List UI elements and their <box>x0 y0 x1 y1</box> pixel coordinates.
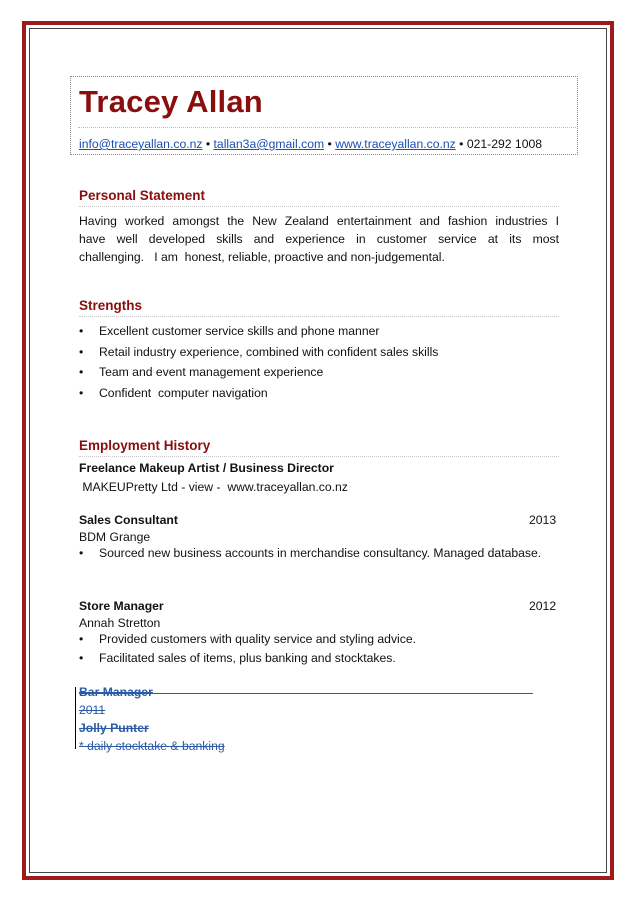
email-link-2[interactable]: tallan3a@gmail.com <box>213 137 325 151</box>
personal-statement-line-2: have well developed skills and experience in customer service at its most <box>79 232 559 246</box>
job-duty: • Provided customers with quality service and styling advice. <box>79 630 416 649</box>
employment-heading: Employment History <box>79 438 211 453</box>
email-link-1[interactable]: info@traceyallan.co.nz <box>79 137 203 151</box>
deleted-job-company: Jolly Punter <box>79 721 149 735</box>
section-divider <box>79 206 559 207</box>
job-company: Annah Stretton <box>79 616 161 630</box>
job-duty: • Facilitated sales of items, plus banking and stocktakes. <box>79 649 416 668</box>
job-year: 2013 <box>529 513 557 527</box>
job-year: 2012 <box>529 599 557 613</box>
personal-statement-line-1: Having worked amongst the New Zealand entertainment and fashion industries I <box>79 214 559 228</box>
job-company: MAKEUPretty Ltd - view - www.traceyallan.co.nz <box>79 480 348 494</box>
job-duty: • Sourced new business accounts in merchandise consultancy. Managed database. <box>79 543 541 564</box>
job-role: Store Manager <box>79 599 164 613</box>
strength-item: • Excellent customer service skills and phone manner <box>79 321 438 342</box>
strengths-heading: Strengths <box>79 298 143 313</box>
strength-item: • Retail industry experience, combined with confident sales skills <box>79 342 438 363</box>
strength-item: • Team and event management experience <box>79 362 438 383</box>
contact-separator: • <box>455 137 467 151</box>
section-divider <box>79 316 559 317</box>
contact-separator: • <box>324 137 336 151</box>
revision-change-bar <box>75 687 76 749</box>
job-duties <box>79 630 416 668</box>
contact-separator: • <box>202 137 214 151</box>
job-company: BDM Grange <box>79 530 151 544</box>
job-role: Freelance Makeup Artist / Business Director <box>79 461 334 475</box>
job-duties <box>79 543 541 564</box>
name-divider <box>78 127 576 128</box>
section-divider <box>79 456 559 457</box>
resume-name: Tracey Allan <box>79 84 263 119</box>
job-role: Sales Consultant <box>79 513 178 527</box>
deleted-job-role: Bar Manager <box>79 685 153 699</box>
deleted-job-detail: * daily stocktake & banking <box>79 739 225 753</box>
strengths-list <box>79 321 438 403</box>
website-link[interactable]: www.traceyallan.co.nz <box>335 137 456 151</box>
contact-line <box>79 137 542 151</box>
phone-number: 021-292 1008 <box>466 137 543 151</box>
personal-statement-line-3: challenging. I am honest, reliable, proactive and non-judgemental. <box>79 250 445 264</box>
strength-item: • Confident computer navigation <box>79 383 438 404</box>
deleted-job-year: 2011 <box>79 703 106 717</box>
personal-statement-heading: Personal Statement <box>79 188 206 203</box>
